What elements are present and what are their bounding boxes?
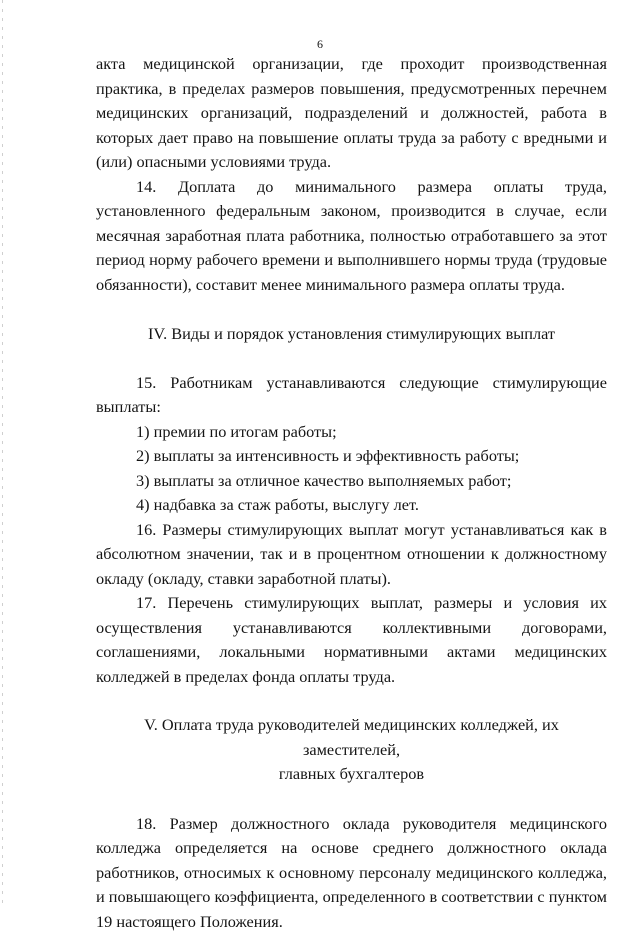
section-5-heading: [96, 713, 607, 787]
section-5-heading-line-1: V. Оплата труда руководителей медицинских колледжей, их заместителей,: [96, 713, 607, 762]
list-item-4: 4) надбавка за стаж работы, выслугу лет.: [96, 493, 607, 518]
paragraph-16: 16. Размеры стимулирующих выплат могут устанавливаться как в абсолютном значении, так и в процентном отношении к должностному окладу (окладу, ставки заработной платы).: [96, 518, 607, 592]
scan-edge-mark: [2, 0, 3, 905]
list-item-3: 3) выплаты за отличное качество выполняемых работ;: [96, 469, 607, 494]
list-item-1: 1) премии по итогам работы;: [96, 420, 607, 445]
paragraph-15: 15. Работникам устанавливаются следующие стимулирующие выплаты:: [96, 371, 607, 420]
paragraph-14: 14. Доплата до минимального размера оплаты труда, установленного федеральным законом, производится в случае, если месячная заработная плата работника, полностью отработавшего за этот период норму рабочего времени и выполнившего нормы труда (трудовые обязанности), составит менее минимального размера оплаты труда.: [96, 175, 607, 298]
paragraph-17: 17. Перечень стимулирующих выплат, размеры и условия их осуществления устанавливаются коллективными договорами, соглашениями, локальными нормативными актами медицинских колледжей в пределах фонда оплаты труда.: [96, 591, 607, 689]
paragraph-18: 18. Размер должностного оклада руководителя медицинского колледжа определяется на основе среднего должностного оклада работников, относимых к основному персоналу медицинского колледжа, и повышающего коэффициента, определенного в соответствии с пунктом 19 настоящего Положения.: [96, 812, 607, 934]
document-body: [96, 52, 607, 934]
section-4-heading: IV. Виды и порядок установления стимулирующих выплат: [96, 322, 607, 347]
page-number: 6: [0, 37, 640, 51]
section-5-heading-line-2: главных бухгалтеров: [96, 762, 607, 787]
paragraph-continuation: акта медицинской организации, где проходит производственная практика, в пределах размеров повышения, предусмотренных перечнем медицинских организаций, подразделений и должностей, работа в которых дает право на повышение оплаты труда за работу с вредными и (или) опасными условиями труда.: [96, 52, 607, 175]
list-item-2: 2) выплаты за интенсивность и эффективность работы;: [96, 444, 607, 469]
